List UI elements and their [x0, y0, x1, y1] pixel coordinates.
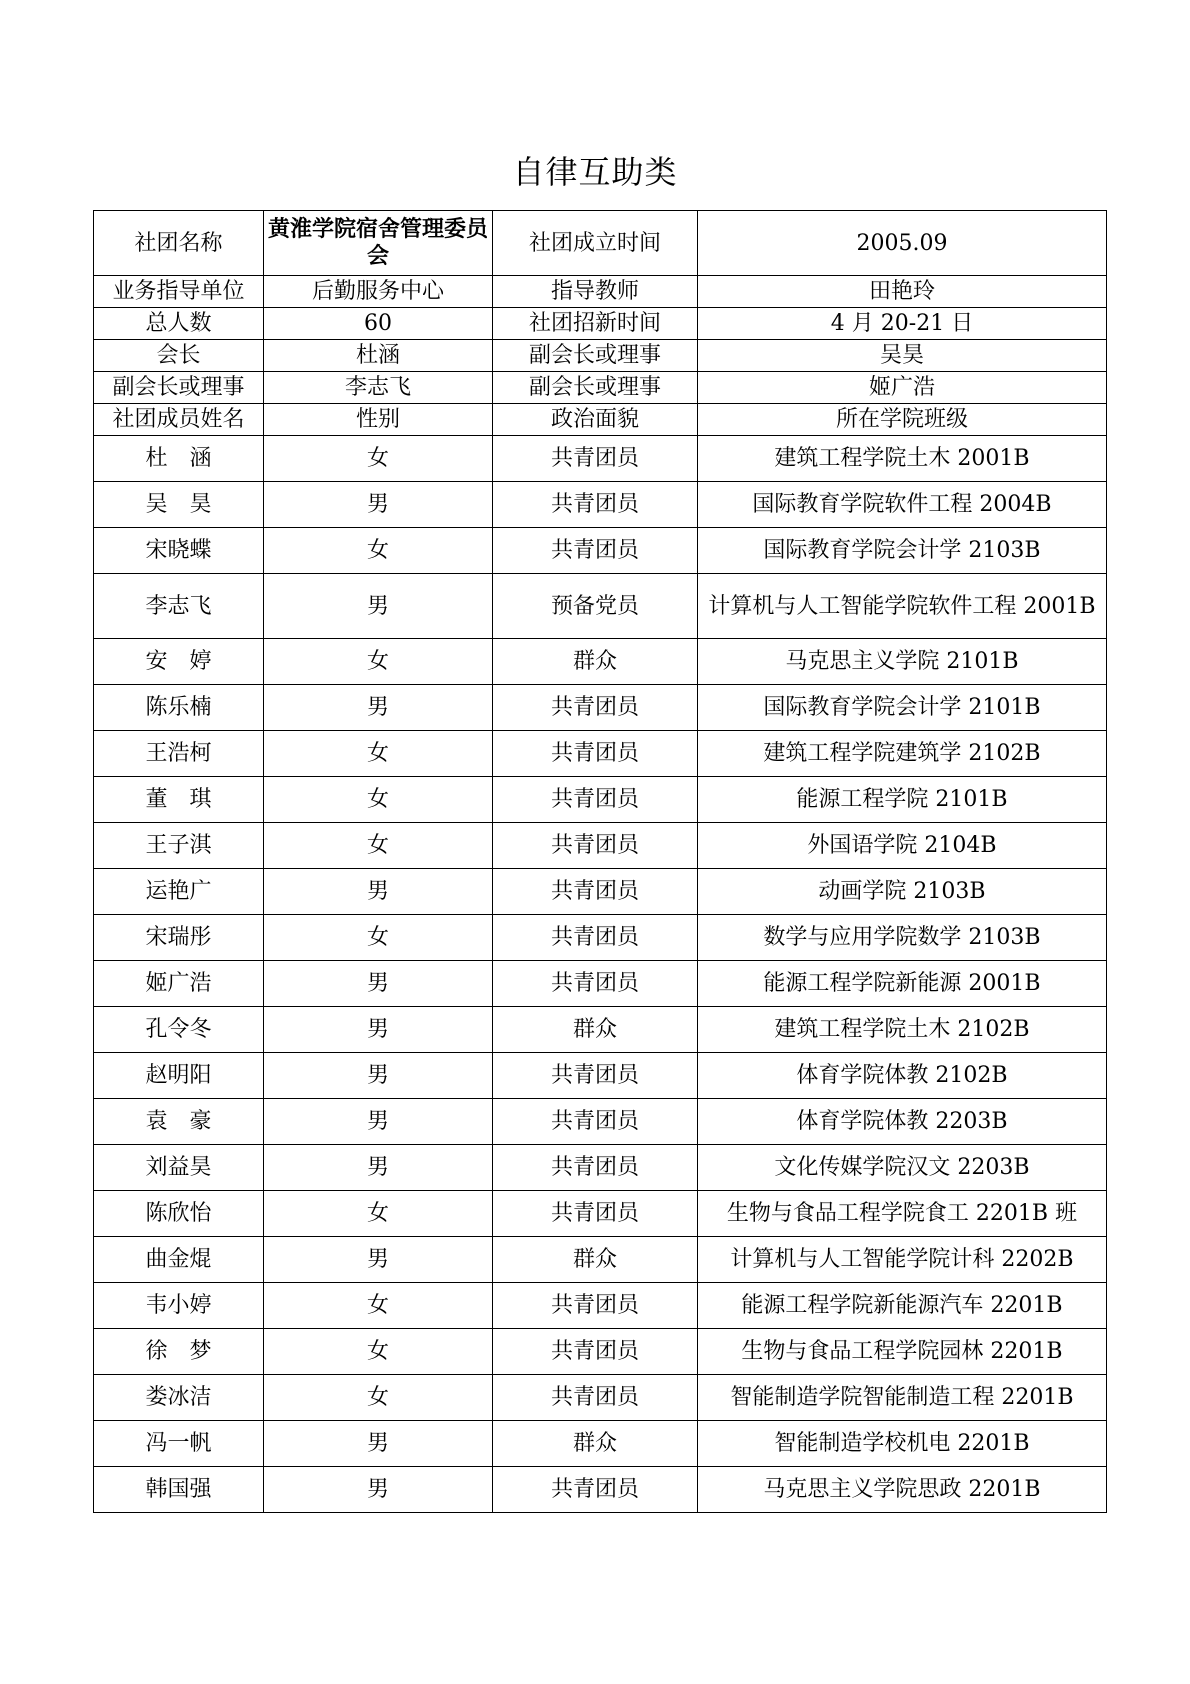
table-row: [94, 731, 1107, 777]
member-gender: 男: [264, 685, 493, 731]
label-club-name: 社团名称: [94, 211, 264, 276]
table-row: [94, 1007, 1107, 1053]
member-name: 安 婷: [94, 639, 264, 685]
label-vice-president: 副会长或理事: [493, 372, 698, 404]
table-row: [94, 961, 1107, 1007]
member-college-class: 建筑工程学院建筑学 2102B: [698, 731, 1107, 777]
member-political-status: 共青团员: [493, 961, 698, 1007]
member-college-class: 国际教育学院软件工程 2004B: [698, 482, 1107, 528]
page-title: 自律互助类: [512, 153, 678, 191]
member-political-status: 共青团员: [493, 1283, 698, 1329]
info-row-vice-presidents: [94, 372, 1107, 404]
member-gender: 男: [264, 1467, 493, 1513]
table-row: [94, 574, 1107, 639]
member-gender: 男: [264, 482, 493, 528]
member-gender: 女: [264, 1329, 493, 1375]
table-row: [94, 869, 1107, 915]
member-name: 赵明阳: [94, 1053, 264, 1099]
member-college-class: 能源工程学院 2101B: [698, 777, 1107, 823]
member-gender: 女: [264, 1283, 493, 1329]
member-college-class: 数学与应用学院数学 2103B: [698, 915, 1107, 961]
member-political-status: 共青团员: [493, 1053, 698, 1099]
member-college-class: 马克思主义学院思政 2201B: [698, 1467, 1107, 1513]
member-name: 徐 梦: [94, 1329, 264, 1375]
value-vice-president: 吴昊: [698, 340, 1107, 372]
member-college-class: 智能制造学校机电 2201B: [698, 1421, 1107, 1467]
member-political-status: 共青团员: [493, 528, 698, 574]
table-row: [94, 1329, 1107, 1375]
member-gender: 女: [264, 1375, 493, 1421]
value-vice-president: 姬广浩: [698, 372, 1107, 404]
member-name: 韩国强: [94, 1467, 264, 1513]
member-college-class: 计算机与人工智能学院计科 2202B: [698, 1237, 1107, 1283]
member-college-class: 能源工程学院新能源 2001B: [698, 961, 1107, 1007]
member-gender: 男: [264, 1099, 493, 1145]
header-college-class: 所在学院班级: [698, 404, 1107, 436]
member-gender: 男: [264, 1007, 493, 1053]
table-row: [94, 685, 1107, 731]
member-gender: 女: [264, 436, 493, 482]
member-political-status: 共青团员: [493, 823, 698, 869]
member-political-status: 预备党员: [493, 574, 698, 639]
member-political-status: 共青团员: [493, 869, 698, 915]
member-political-status: 共青团员: [493, 915, 698, 961]
table-row: [94, 1053, 1107, 1099]
member-gender: 男: [264, 1145, 493, 1191]
member-political-status: 共青团员: [493, 1145, 698, 1191]
member-name: 曲金焜: [94, 1237, 264, 1283]
member-name: 陈乐楠: [94, 685, 264, 731]
table-row: [94, 1421, 1107, 1467]
member-college-class: 国际教育学院会计学 2103B: [698, 528, 1107, 574]
label-vice-president: 副会长或理事: [493, 340, 698, 372]
member-gender: 女: [264, 915, 493, 961]
member-rows: [94, 436, 1107, 1513]
member-name: 吴 昊: [94, 482, 264, 528]
label-vice-president: 副会长或理事: [94, 372, 264, 404]
member-name: 宋瑞彤: [94, 915, 264, 961]
member-political-status: 共青团员: [493, 482, 698, 528]
header-gender: 性别: [264, 404, 493, 436]
value-guidance-unit: 后勤服务中心: [264, 276, 493, 308]
member-name: 袁 豪: [94, 1099, 264, 1145]
member-college-class: 智能制造学院智能制造工程 2201B: [698, 1375, 1107, 1421]
value-vice-president: 李志飞: [264, 372, 493, 404]
member-name: 董 琪: [94, 777, 264, 823]
label-recruitment-time: 社团招新时间: [493, 308, 698, 340]
header-political-status: 政治面貌: [493, 404, 698, 436]
table-row: [94, 1191, 1107, 1237]
member-political-status: 共青团员: [493, 1375, 698, 1421]
member-name: 刘益昊: [94, 1145, 264, 1191]
member-gender: 女: [264, 777, 493, 823]
member-college-class: 体育学院体教 2102B: [698, 1053, 1107, 1099]
member-gender: 男: [264, 1421, 493, 1467]
label-advisor: 指导教师: [493, 276, 698, 308]
member-name: 冯一帆: [94, 1421, 264, 1467]
member-college-class: 体育学院体教 2203B: [698, 1099, 1107, 1145]
info-row-recruitment: [94, 308, 1107, 340]
table-row: [94, 915, 1107, 961]
value-recruitment-time: 4 月 20-21 日: [698, 308, 1107, 340]
member-name: 韦小婷: [94, 1283, 264, 1329]
member-political-status: 共青团员: [493, 1191, 698, 1237]
member-political-status: 群众: [493, 1237, 698, 1283]
member-political-status: 群众: [493, 1421, 698, 1467]
member-name: 陈欣怡: [94, 1191, 264, 1237]
member-college-class: 生物与食品工程学院园林 2201B: [698, 1329, 1107, 1375]
table-row: [94, 1375, 1107, 1421]
table-row: [94, 528, 1107, 574]
table-row: [94, 823, 1107, 869]
member-gender: 女: [264, 1191, 493, 1237]
member-name: 杜 涵: [94, 436, 264, 482]
value-advisor: 田艳玲: [698, 276, 1107, 308]
member-political-status: 群众: [493, 1007, 698, 1053]
table-row: [94, 639, 1107, 685]
member-political-status: 共青团员: [493, 436, 698, 482]
member-college-class: 建筑工程学院土木 2102B: [698, 1007, 1107, 1053]
member-name: 娄冰洁: [94, 1375, 264, 1421]
label-founded-date: 社团成立时间: [493, 211, 698, 276]
label-total-members: 总人数: [94, 308, 264, 340]
table-row: [94, 436, 1107, 482]
label-guidance-unit: 业务指导单位: [94, 276, 264, 308]
member-college-class: 能源工程学院新能源汽车 2201B: [698, 1283, 1107, 1329]
member-name: 运艳广: [94, 869, 264, 915]
table-row: [94, 777, 1107, 823]
member-political-status: 共青团员: [493, 731, 698, 777]
member-gender: 女: [264, 823, 493, 869]
table-row: [94, 482, 1107, 528]
value-founded-date: 2005.09: [698, 211, 1107, 276]
member-gender: 男: [264, 1053, 493, 1099]
table-row: [94, 1237, 1107, 1283]
member-gender: 女: [264, 528, 493, 574]
member-gender: 男: [264, 869, 493, 915]
value-total-members: 60: [264, 308, 493, 340]
member-name: 王子淇: [94, 823, 264, 869]
member-political-status: 群众: [493, 639, 698, 685]
label-president: 会长: [94, 340, 264, 372]
member-college-class: 生物与食品工程学院食工 2201B 班: [698, 1191, 1107, 1237]
member-college-class: 外国语学院 2104B: [698, 823, 1107, 869]
member-college-class: 马克思主义学院 2101B: [698, 639, 1107, 685]
table-row: [94, 1099, 1107, 1145]
table-row: [94, 1145, 1107, 1191]
table-row: [94, 1467, 1107, 1513]
member-name: 姬广浩: [94, 961, 264, 1007]
member-gender: 女: [264, 639, 493, 685]
member-college-class: 文化传媒学院汉文 2203B: [698, 1145, 1107, 1191]
member-political-status: 共青团员: [493, 777, 698, 823]
member-header-row: [94, 404, 1107, 436]
member-college-class: 建筑工程学院土木 2001B: [698, 436, 1107, 482]
member-gender: 男: [264, 961, 493, 1007]
club-roster-table: [93, 210, 1107, 1513]
header-member-name: 社团成员姓名: [94, 404, 264, 436]
member-political-status: 共青团员: [493, 1329, 698, 1375]
info-row-president: [94, 340, 1107, 372]
info-row-club-name: [94, 211, 1107, 276]
member-political-status: 共青团员: [493, 1099, 698, 1145]
member-name: 孔令冬: [94, 1007, 264, 1053]
member-political-status: 共青团员: [493, 1467, 698, 1513]
member-college-class: 国际教育学院会计学 2101B: [698, 685, 1107, 731]
member-gender: 女: [264, 731, 493, 777]
value-president: 杜涵: [264, 340, 493, 372]
value-club-name: 黄淮学院宿舍管理委员会: [264, 211, 493, 276]
member-name: 宋晓蝶: [94, 528, 264, 574]
member-political-status: 共青团员: [493, 685, 698, 731]
member-college-class: 动画学院 2103B: [698, 869, 1107, 915]
member-name: 李志飞: [94, 574, 264, 639]
info-row-supervisor: [94, 276, 1107, 308]
member-gender: 男: [264, 574, 493, 639]
table-row: [94, 1283, 1107, 1329]
member-college-class: 计算机与人工智能学院软件工程 2001B: [698, 574, 1107, 639]
member-gender: 男: [264, 1237, 493, 1283]
member-name: 王浩柯: [94, 731, 264, 777]
